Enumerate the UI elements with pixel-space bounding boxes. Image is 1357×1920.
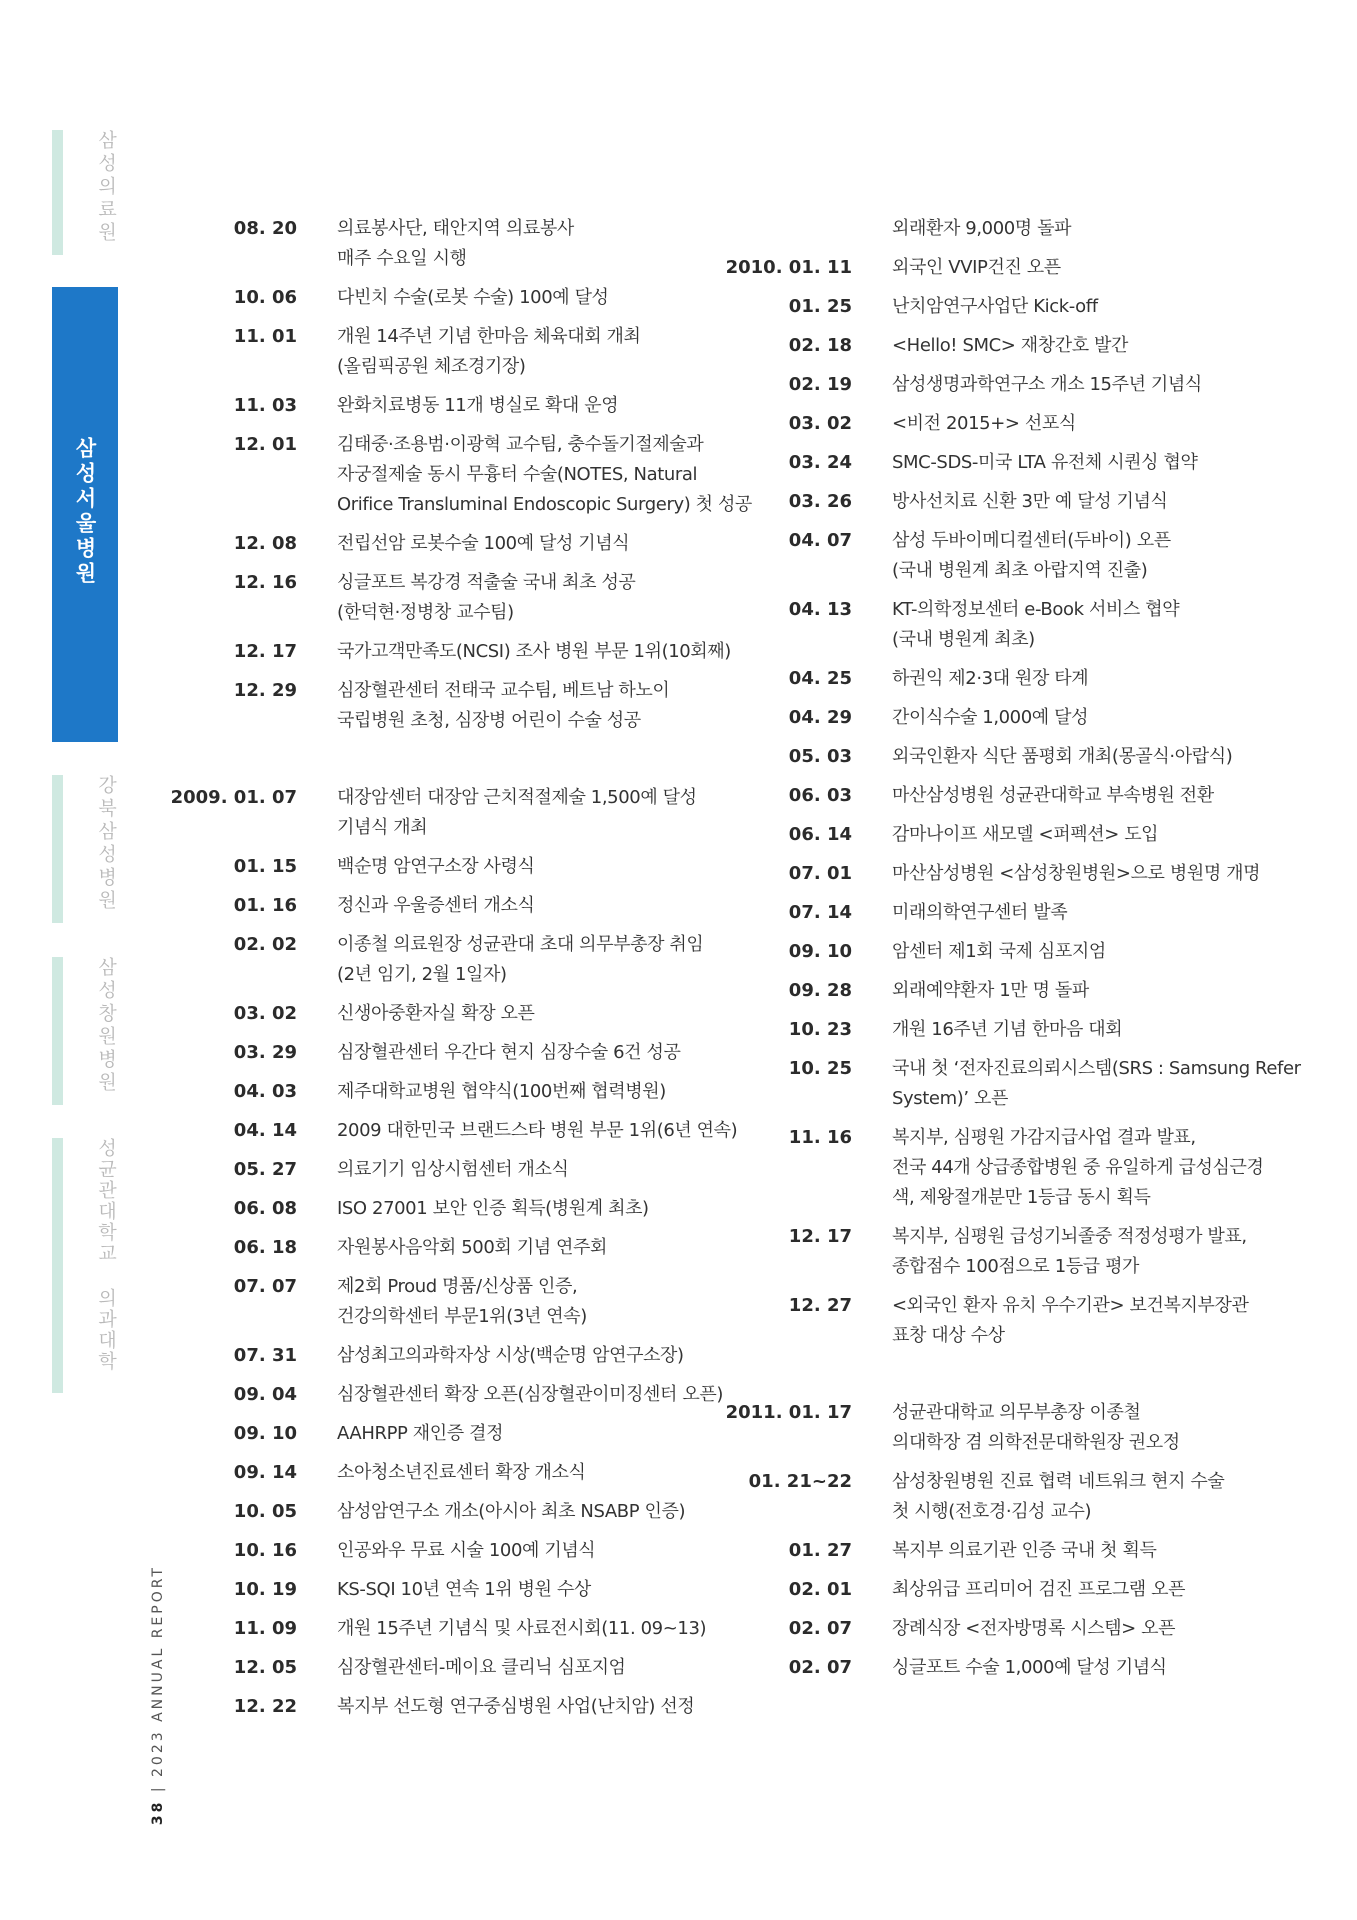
timeline-entry xyxy=(745,409,1305,439)
entry-line: System)’ 오픈 xyxy=(892,1088,1008,1109)
timeline-entry xyxy=(190,852,750,882)
entry-date: 04. 07 xyxy=(788,530,852,551)
entry-date: 12. 05 xyxy=(233,1657,297,1678)
entry-description xyxy=(892,1015,1305,1045)
entry-line: 의료기기 임상시험센터 개소식 xyxy=(337,1159,569,1180)
entry-line: AAHRPP 재인증 결정 xyxy=(337,1423,504,1444)
entry-line: 외국인 VVIP건진 오픈 xyxy=(892,257,1061,278)
entry-description xyxy=(337,1194,750,1224)
timeline-entry xyxy=(190,1458,750,1488)
entry-date: 02. 18 xyxy=(788,335,852,356)
timeline-entry xyxy=(725,1398,1305,1458)
entry-date: 10. 16 xyxy=(233,1540,297,1561)
entry-date: 12. 17 xyxy=(788,1226,852,1247)
timeline-entry xyxy=(190,930,750,990)
timeline-entry xyxy=(190,1233,750,1263)
entry-date: 02. 19 xyxy=(788,374,852,395)
entry-date: 11. 01 xyxy=(233,326,297,347)
entry-description xyxy=(892,1614,1305,1644)
entry-date: 11. 16 xyxy=(788,1127,852,1148)
entry-date: 12. 16 xyxy=(233,572,297,593)
entry-line: 간이식수술 1,000예 달성 xyxy=(892,707,1089,728)
timeline-entry xyxy=(190,1692,750,1722)
entry-date: 10. 25 xyxy=(788,1058,852,1079)
entry-description xyxy=(892,487,1305,517)
page-number: 38 xyxy=(150,1799,166,1826)
entry-date: 03. 29 xyxy=(233,1042,297,1063)
entry-date: 12. 17 xyxy=(233,641,297,662)
entry-line: 외국인환자 식단 품평회 개최(몽골식·아랍식) xyxy=(892,746,1233,767)
entry-description xyxy=(892,331,1305,361)
entry-date: 09. 14 xyxy=(233,1462,297,1483)
timeline-entry xyxy=(745,1015,1305,1045)
entry-description xyxy=(892,976,1305,1006)
entry-line: 매주 수요일 시행 xyxy=(337,248,467,269)
entry-date: 01. 25 xyxy=(788,296,852,317)
entry-date: 12. 27 xyxy=(788,1295,852,1316)
entry-date: 2011. 01. 17 xyxy=(725,1402,852,1423)
entry-line: 개원 16주년 기념 한마음 대회 xyxy=(892,1019,1123,1040)
entry-description xyxy=(892,1653,1305,1683)
entry-description xyxy=(337,1077,750,1107)
separator: | xyxy=(150,1776,166,1793)
entry-description xyxy=(337,1155,750,1185)
entry-description xyxy=(892,1123,1305,1213)
timeline-left-column xyxy=(170,214,752,1731)
entry-line: <비전 2015+> 선포식 xyxy=(892,413,1076,434)
entry-date: 12. 29 xyxy=(233,680,297,701)
timeline-entry xyxy=(745,1222,1305,1282)
timeline-entry xyxy=(190,1116,750,1146)
timeline-entry xyxy=(745,595,1305,655)
entry-description xyxy=(337,1497,750,1527)
entry-description xyxy=(337,430,750,520)
tab-label: 성균관대학교 의과대학 xyxy=(95,1138,117,1372)
entry-date: 11. 09 xyxy=(233,1618,297,1639)
entry-description xyxy=(337,1536,750,1566)
entry-line: 외래예약환자 1만 명 돌파 xyxy=(892,980,1089,1001)
entry-line: 심장혈관센터-메이요 클리닉 심포지엄 xyxy=(337,1657,626,1678)
entry-date: 05. 03 xyxy=(788,746,852,767)
tab-bar xyxy=(52,1138,63,1393)
timeline-entry xyxy=(190,1575,750,1605)
entry-line: 신생아중환자실 확장 오픈 xyxy=(337,1003,535,1024)
timeline-entry xyxy=(745,976,1305,1006)
tab-label: 강북삼성병원 xyxy=(95,775,117,913)
entry-date: 07. 31 xyxy=(233,1345,297,1366)
entry-description xyxy=(892,292,1305,322)
timeline-entry xyxy=(745,1467,1305,1527)
entry-line: Orifice Transluminal Endoscopic Surgery) 첫 성공 xyxy=(337,494,752,515)
entry-description xyxy=(892,253,1305,283)
timeline-entry xyxy=(745,898,1305,928)
entry-line: 인공와우 무료 시술 100예 기념식 xyxy=(337,1540,596,1561)
timeline-entry xyxy=(745,781,1305,811)
entry-description xyxy=(892,1467,1305,1527)
entry-description xyxy=(892,1536,1305,1566)
timeline-entry xyxy=(190,1155,750,1185)
entry-description xyxy=(337,1233,750,1263)
entry-line: (한덕현·정병창 교수팀) xyxy=(337,602,514,623)
entry-line: <Hello! SMC> 재창간호 발간 xyxy=(892,335,1129,356)
entry-line: 의대학장 겸 의학전문대학원장 권오정 xyxy=(892,1432,1180,1453)
timeline-entry xyxy=(745,448,1305,478)
entry-date: 03. 02 xyxy=(788,413,852,434)
entry-date: 06. 08 xyxy=(233,1198,297,1219)
entry-line: 외래환자 9,000명 돌파 xyxy=(892,218,1072,239)
entry-line: 종합점수 100점으로 1등급 평가 xyxy=(892,1256,1140,1277)
entry-line: 제2회 Proud 명품/신상품 인증, xyxy=(337,1276,578,1297)
entry-line: 심장혈관센터 전태국 교수팀, 베트남 하노이 xyxy=(337,680,670,701)
entry-line: 개원 14주년 기념 한마음 체육대회 개최 xyxy=(337,326,641,347)
entry-line: 2009 대한민국 브랜드스타 병원 부문 1위(6년 연속) xyxy=(337,1120,738,1141)
section-sidebar xyxy=(52,0,166,1920)
timeline-entry xyxy=(745,742,1305,772)
entry-line: 복지부, 심평원 가감지급사업 결과 발표, xyxy=(892,1127,1196,1148)
entry-line: (올림픽공원 체조경기장) xyxy=(337,356,526,377)
entry-date: 06. 03 xyxy=(788,785,852,806)
timeline-entry xyxy=(745,487,1305,517)
entry-line: 기념식 개최 xyxy=(337,817,428,838)
entry-date: 12. 01 xyxy=(233,434,297,455)
timeline-entry xyxy=(190,1536,750,1566)
entry-line: 대장암센터 대장암 근치적절제술 1,500예 달성 xyxy=(337,787,697,808)
timeline-entry xyxy=(745,1614,1305,1644)
timeline-entry xyxy=(725,253,1305,283)
entry-description xyxy=(337,783,750,843)
entry-description xyxy=(337,852,750,882)
entry-date: 10. 06 xyxy=(233,287,297,308)
entry-description xyxy=(892,937,1305,967)
report-title: 2023 ANNUAL REPORT xyxy=(150,1565,166,1777)
entry-line: 삼성창원병원 진료 협력 네트워크 현지 수술 xyxy=(892,1471,1225,1492)
tab-label: 삼성서울병원 xyxy=(73,437,97,587)
timeline-entry xyxy=(190,568,750,628)
entry-line: 미래의학연구센터 발족 xyxy=(892,902,1068,923)
entry-description xyxy=(892,1054,1305,1114)
entry-line: 마산삼성병원 성균관대학교 부속병원 전환 xyxy=(892,785,1214,806)
entry-date: 02. 02 xyxy=(233,934,297,955)
entry-description xyxy=(892,1575,1305,1605)
entry-date: 03. 02 xyxy=(233,1003,297,1024)
entry-description xyxy=(337,1653,750,1683)
entry-date: 04. 13 xyxy=(788,599,852,620)
timeline-entry xyxy=(745,1536,1305,1566)
entry-description xyxy=(337,1038,750,1068)
timeline-entry xyxy=(190,214,750,274)
timeline-entry xyxy=(190,1341,750,1371)
entry-date: 09. 10 xyxy=(233,1423,297,1444)
entry-line: 심장혈관센터 우간다 현지 심장수술 6건 성공 xyxy=(337,1042,681,1063)
entry-date: 07. 07 xyxy=(233,1276,297,1297)
timeline-entry xyxy=(190,1497,750,1527)
entry-date: 11. 03 xyxy=(233,395,297,416)
entry-line: 하권익 제2·3대 원장 타계 xyxy=(892,668,1089,689)
entry-line: 싱글포트 복강경 적출술 국내 최초 성공 xyxy=(337,572,636,593)
entry-description xyxy=(892,448,1305,478)
entry-date: 02. 07 xyxy=(788,1657,852,1678)
entry-line: 국립병원 초청, 심장병 어린이 수술 성공 xyxy=(337,710,641,731)
timeline-entry xyxy=(190,430,750,520)
timeline-entry xyxy=(745,1575,1305,1605)
entry-line: 완화치료병동 11개 병실로 확대 운영 xyxy=(337,395,619,416)
entry-line: 김태중·조용범·이광혁 교수팀, 충수돌기절제술과 xyxy=(337,434,704,455)
entry-description xyxy=(337,283,750,313)
timeline-entry xyxy=(190,1614,750,1644)
entry-description xyxy=(892,781,1305,811)
entry-date: 09. 04 xyxy=(233,1384,297,1405)
entry-date: 06. 18 xyxy=(233,1237,297,1258)
entry-line: 소아청소년진료센터 확장 개소식 xyxy=(337,1462,586,1483)
entry-line: 개원 15주년 기념식 및 사료전시회(11. 09~13) xyxy=(337,1618,707,1639)
timeline-entry xyxy=(190,637,750,667)
year-gap xyxy=(745,1360,1305,1398)
timeline-entry xyxy=(190,1272,750,1332)
timeline-entry xyxy=(190,999,750,1029)
entry-date: 04. 25 xyxy=(788,668,852,689)
entry-line: 자원봉사음악회 500회 기념 연주회 xyxy=(337,1237,607,1258)
entry-line: 전립선암 로봇수술 100예 달성 기념식 xyxy=(337,533,630,554)
timeline-entry xyxy=(190,1419,750,1449)
entry-description xyxy=(892,526,1305,586)
timeline-entry xyxy=(190,322,750,382)
entry-description xyxy=(337,322,750,382)
timeline-entry xyxy=(745,526,1305,586)
entry-date: 02. 01 xyxy=(788,1579,852,1600)
timeline-entry xyxy=(745,292,1305,322)
tab-bar xyxy=(52,130,63,255)
timeline-entry xyxy=(170,783,750,843)
entry-date: 2009. 01. 07 xyxy=(170,787,297,808)
year-gap xyxy=(190,745,750,783)
entry-description xyxy=(337,1272,750,1332)
entry-description xyxy=(892,820,1305,850)
timeline-entry xyxy=(190,1653,750,1683)
entry-date: 04. 29 xyxy=(788,707,852,728)
entry-line: 암센터 제1회 국제 심포지엄 xyxy=(892,941,1106,962)
entry-description xyxy=(337,1692,750,1722)
entry-line: 국내 첫 ‘전자진료의뢰시스템(SRS : Samsung Refer xyxy=(892,1058,1301,1079)
entry-line: (국내 병원계 최초 아랍지역 진출) xyxy=(892,560,1148,581)
page-footer xyxy=(150,1565,166,1825)
entry-line: KS-SQI 10년 연속 1위 병원 수상 xyxy=(337,1579,591,1600)
timeline-entry xyxy=(190,529,750,559)
tab-bar xyxy=(52,775,63,923)
tab-bar xyxy=(52,957,63,1105)
entry-description xyxy=(892,370,1305,400)
entry-description xyxy=(337,930,750,990)
entry-description xyxy=(337,676,750,736)
timeline-entry xyxy=(190,1380,750,1410)
timeline-entry xyxy=(190,1077,750,1107)
entry-line: 마산삼성병원 <삼성창원병원>으로 병원명 개명 xyxy=(892,863,1261,884)
timeline-entry xyxy=(190,676,750,736)
entry-date: 03. 24 xyxy=(788,452,852,473)
entry-date: 08. 20 xyxy=(233,218,297,239)
entry-description xyxy=(892,859,1305,889)
timeline-entry xyxy=(745,1054,1305,1114)
entry-description xyxy=(337,999,750,1029)
timeline-entry xyxy=(190,391,750,421)
entry-date: 10. 05 xyxy=(233,1501,297,1522)
entry-description xyxy=(337,1116,750,1146)
entry-line: 건강의학센터 부문1위(3년 연속) xyxy=(337,1306,587,1327)
tab-label: 삼성창원병원 xyxy=(95,957,117,1095)
entry-date: 01. 27 xyxy=(788,1540,852,1561)
entry-line: 의료봉사단, 태안지역 의료봉사 xyxy=(337,218,574,239)
entry-line: 삼성최고의과학자상 시상(백순명 암연구소장) xyxy=(337,1345,684,1366)
entry-date: 07. 14 xyxy=(788,902,852,923)
entry-description xyxy=(892,1222,1305,1282)
timeline-entry xyxy=(745,820,1305,850)
entry-date: 02. 07 xyxy=(788,1618,852,1639)
entry-line: 장례식장 <전자방명록 시스템> 오픈 xyxy=(892,1618,1176,1639)
entry-line: 싱글포트 수술 1,000예 달성 기념식 xyxy=(892,1657,1167,1678)
timeline-entry xyxy=(190,891,750,921)
entry-date: 06. 14 xyxy=(788,824,852,845)
entry-date: 07. 01 xyxy=(788,863,852,884)
timeline-entry xyxy=(745,1123,1305,1213)
timeline-right-column xyxy=(725,214,1305,1692)
entry-description xyxy=(337,568,750,628)
entry-description xyxy=(337,391,750,421)
entry-line: 색, 제왕절개분만 1등급 동시 획득 xyxy=(892,1187,1151,1208)
entry-line: 심장혈관센터 확장 오픈(심장혈관이미징센터 오픈) xyxy=(337,1384,723,1405)
tab-label: 삼성의료원 xyxy=(95,130,117,245)
entry-line: 복지부 선도형 연구중심병원 사업(난치암) 선정 xyxy=(337,1696,695,1717)
entry-line: (국내 병원계 최초) xyxy=(892,629,1035,650)
entry-date: 10. 19 xyxy=(233,1579,297,1600)
entry-description xyxy=(337,891,750,921)
entry-date: 04. 03 xyxy=(233,1081,297,1102)
entry-description xyxy=(892,664,1305,694)
entry-line: 제주대학교병원 협약식(100번째 협력병원) xyxy=(337,1081,666,1102)
timeline-entry xyxy=(745,214,1305,244)
entry-description xyxy=(892,898,1305,928)
entry-description xyxy=(337,1341,750,1371)
entry-description xyxy=(892,214,1305,244)
entry-line: 다빈치 수술(로봇 수술) 100예 달성 xyxy=(337,287,609,308)
entry-line: 최상위급 프리미어 검진 프로그램 오픈 xyxy=(892,1579,1186,1600)
entry-description xyxy=(337,1458,750,1488)
entry-line: (2년 임기, 2월 1일자) xyxy=(337,964,507,985)
entry-date: 01. 16 xyxy=(233,895,297,916)
entry-date: 12. 08 xyxy=(233,533,297,554)
entry-line: SMC-SDS-미국 LTA 유전체 시퀀싱 협약 xyxy=(892,452,1198,473)
entry-date: 2010. 01. 11 xyxy=(725,257,852,278)
entry-line: 삼성암연구소 개소(아시아 최초 NSABP 인증) xyxy=(337,1501,686,1522)
entry-line: <외국인 환자 유치 우수기관> 보건복지부장관 xyxy=(892,1295,1249,1316)
entry-date: 10. 23 xyxy=(788,1019,852,1040)
timeline-entry xyxy=(745,937,1305,967)
entry-line: 정신과 우울증센터 개소식 xyxy=(337,895,535,916)
entry-description xyxy=(337,1380,750,1410)
entry-line: 전국 44개 상급종합병원 중 유일하게 급성심근경 xyxy=(892,1157,1264,1178)
timeline-entry xyxy=(745,859,1305,889)
entry-description xyxy=(337,1614,750,1644)
entry-line: KT-의학정보센터 e-Book 서비스 협약 xyxy=(892,599,1180,620)
entry-description xyxy=(337,1419,750,1449)
entry-description xyxy=(892,1291,1305,1351)
timeline-entry xyxy=(190,1194,750,1224)
entry-line: 자궁절제술 동시 무흉터 수술(NOTES, Natural xyxy=(337,464,698,485)
timeline-entry xyxy=(745,1291,1305,1351)
entry-description xyxy=(892,409,1305,439)
entry-line: 복지부 의료기관 인증 국내 첫 획득 xyxy=(892,1540,1157,1561)
entry-description xyxy=(337,529,750,559)
entry-date: 01. 21~22 xyxy=(748,1471,852,1492)
timeline-entry xyxy=(745,703,1305,733)
timeline-entry xyxy=(190,1038,750,1068)
entry-date: 09. 10 xyxy=(788,941,852,962)
entry-line: 방사선치료 신환 3만 예 달성 기념식 xyxy=(892,491,1168,512)
entry-description xyxy=(337,214,750,274)
entry-line: 난치암연구사업단 Kick-off xyxy=(892,296,1098,317)
entry-line: 첫 시행(전호경·김성 교수) xyxy=(892,1501,1092,1522)
entry-line: 삼성생명과학연구소 개소 15주년 기념식 xyxy=(892,374,1202,395)
entry-description xyxy=(892,1398,1305,1458)
timeline-entry xyxy=(190,283,750,313)
entry-line: 이종철 의료원장 성균관대 초대 의무부총장 취임 xyxy=(337,934,704,955)
timeline-entry xyxy=(745,331,1305,361)
entry-date: 04. 14 xyxy=(233,1120,297,1141)
entry-description xyxy=(892,595,1305,655)
timeline-entry xyxy=(745,370,1305,400)
entry-line: 삼성 두바이메디컬센터(두바이) 오픈 xyxy=(892,530,1171,551)
entry-date: 12. 22 xyxy=(233,1696,297,1717)
entry-line: 성균관대학교 의무부총장 이종철 xyxy=(892,1402,1141,1423)
entry-line: 표창 대상 수상 xyxy=(892,1325,1005,1346)
entry-date: 09. 28 xyxy=(788,980,852,1001)
entry-description xyxy=(337,637,750,667)
entry-line: 국가고객만족도(NCSI) 조사 병원 부문 1위(10회째) xyxy=(337,641,731,662)
entry-date: 03. 26 xyxy=(788,491,852,512)
timeline-entry xyxy=(745,1653,1305,1683)
entry-description xyxy=(892,703,1305,733)
entry-line: 감마나이프 새모델 <퍼펙션> 도입 xyxy=(892,824,1159,845)
entry-date: 05. 27 xyxy=(233,1159,297,1180)
entry-date: 01. 15 xyxy=(233,856,297,877)
entry-line: 복지부, 심평원 급성기뇌졸중 적정성평가 발표, xyxy=(892,1226,1247,1247)
entry-line: ISO 27001 보안 인증 획득(병원계 최초) xyxy=(337,1198,649,1219)
entry-description xyxy=(337,1575,750,1605)
entry-line: 백순명 암연구소장 사령식 xyxy=(337,856,535,877)
entry-description xyxy=(892,742,1305,772)
timeline-entry xyxy=(745,664,1305,694)
